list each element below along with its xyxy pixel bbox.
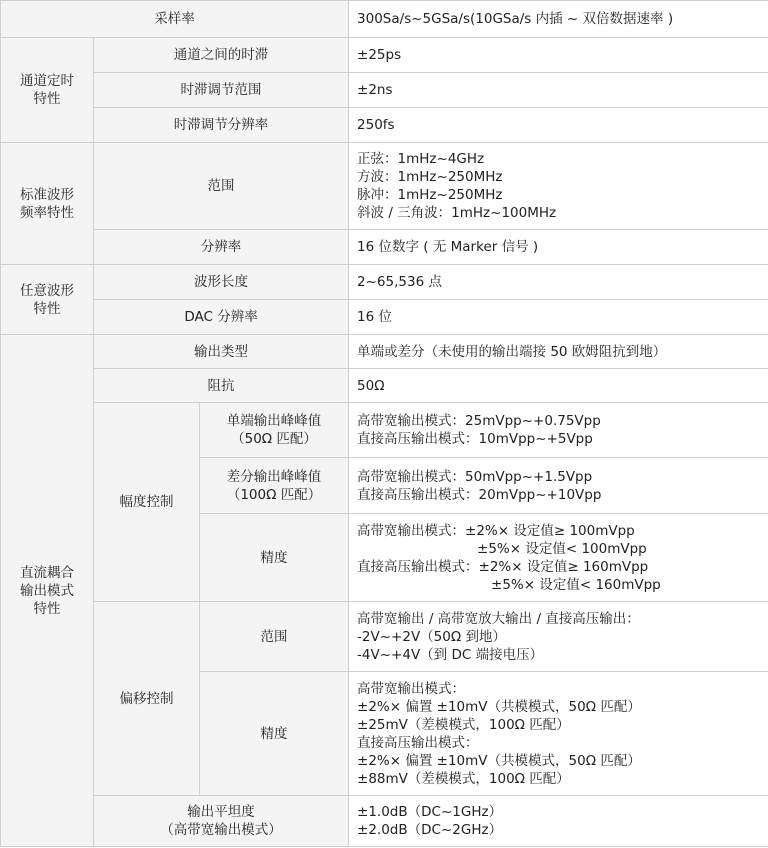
skew-range-label: 时滞调节范围 [94, 73, 349, 108]
arb-category-line-1: 任意波形 [20, 282, 74, 299]
offset-range-value [349, 602, 768, 672]
flatness-label-line-1: 输出平坦度 [187, 804, 255, 820]
std-category-line-2: 频率特性 [20, 204, 74, 221]
single-pp-value [349, 403, 768, 458]
skew-resolution-value: 250fs [349, 108, 768, 143]
diff-pp-direct-hv: 直接高压输出模式：20mVpp~+10Vpp [357, 486, 602, 503]
offset-acc-line-5: ±2%× 偏置 ±10mV（共模模式，50Ω 匹配） [357, 752, 641, 769]
std-range-ramp: 斜波 / 三角波：1mHz~100MHz [357, 205, 557, 221]
offset-acc-line-1: 高带宽输出模式： [357, 680, 466, 697]
impedance-value: 50Ω [349, 369, 768, 403]
amp-acc-line-2: ±5%× 设定值< 100mVpp [477, 540, 647, 557]
output-type-label: 输出类型 [94, 335, 349, 369]
amplitude-control-label: 幅度控制 [94, 403, 200, 602]
skew-resolution-label: 时滞调节分辨率 [94, 108, 349, 143]
flatness-label-line-2: （高带宽输出模式） [160, 822, 282, 838]
timing-category-line-2: 特性 [33, 91, 61, 107]
sample-rate-value: 300Sa/s~5GSa/s(10GSa/s 内插 ~ 双倍数据速率 ) [349, 1, 768, 38]
flatness-label [94, 796, 349, 847]
offset-range-line-3: -4V~+4V（到 DC 端接电压） [357, 646, 544, 663]
offset-range-label: 范围 [200, 602, 349, 672]
row-skew-resolution [1, 108, 768, 143]
arb-dac-value: 16 位 [349, 300, 768, 335]
arb-category-line-2: 特性 [33, 300, 61, 317]
row-sample-rate [1, 1, 768, 38]
timing-category-line-1: 通道定时 [20, 73, 74, 89]
std-range-value [349, 143, 768, 230]
arb-length-label: 波形长度 [94, 265, 349, 300]
std-range-label: 范围 [94, 143, 349, 230]
flatness-value [349, 796, 768, 847]
row-flatness [1, 796, 768, 847]
diff-pp-value [349, 458, 768, 514]
row-skew-range [1, 73, 768, 108]
std-range-sine: 正弦：1mHz~4GHz [357, 151, 485, 167]
single-pp-label-line-1: 单端输出峰峰值 [226, 413, 322, 429]
amp-acc-line-3: 直接高压输出模式：±2%× 设定值≥ 160mVpp [357, 558, 649, 575]
single-pp-label [200, 403, 349, 458]
row-std-range [1, 143, 768, 230]
row-arb-length [1, 265, 768, 300]
arb-waveform-category [1, 265, 94, 335]
offset-range-line-2: -2V~+2V（50Ω 到地） [357, 628, 506, 645]
diff-pp-high-bw: 高带宽输出模式：50mVpp~+1.5Vpp [357, 468, 593, 485]
row-offset-range [1, 602, 768, 672]
single-pp-direct-hv: 直接高压输出模式：10mVpp~+5Vpp [357, 431, 593, 447]
row-impedance [1, 369, 768, 403]
single-pp-high-bw: 高带宽输出模式：25mVpp~+0.75Vpp [357, 413, 601, 429]
std-waveform-category [1, 143, 94, 265]
row-output-type [1, 335, 768, 369]
offset-acc-line-4: 直接高压输出模式： [357, 734, 479, 751]
row-arb-dac [1, 300, 768, 335]
skew-value: ±25ps [349, 38, 768, 73]
dc-category-line-1: 直流耦合 [20, 564, 74, 581]
arb-length-value: 2~65,536 点 [349, 265, 768, 300]
diff-pp-label-line-1: 差分输出峰峰值 [226, 468, 322, 485]
amplitude-accuracy-label: 精度 [200, 514, 349, 602]
skew-label: 通道之间的时滞 [94, 38, 349, 73]
output-type-value: 单端或差分（未使用的输出端接 50 欧姆阻抗到地） [349, 335, 768, 369]
offset-accuracy-label: 精度 [200, 672, 349, 796]
skew-range-value: ±2ns [349, 73, 768, 108]
std-category-line-1: 标准波形 [20, 186, 74, 203]
std-range-pulse: 脉冲：1mHz~250MHz [357, 187, 503, 203]
flatness-line-2: ±2.0dB（DC~2GHz） [357, 822, 503, 838]
offset-range-line-1: 高带宽输出 / 高带宽放大输出 / 直接高压输出： [357, 610, 640, 627]
offset-accuracy-value [349, 672, 768, 796]
row-std-resolution [1, 230, 768, 265]
amp-acc-line-4: ±5%× 设定值< 160mVpp [491, 576, 661, 593]
std-resolution-value: 16 位数字 ( 无 Marker 信号 ) [349, 230, 768, 265]
single-pp-label-line-2: （50Ω 匹配） [231, 431, 317, 447]
diff-pp-label-line-2: （100Ω 匹配） [226, 486, 322, 503]
arb-dac-label: DAC 分辨率 [94, 300, 349, 335]
dc-output-category [1, 335, 94, 847]
flatness-line-1: ±1.0dB（DC~1GHz） [357, 804, 503, 820]
impedance-label: 阻抗 [94, 369, 349, 403]
std-resolution-label: 分辨率 [94, 230, 349, 265]
dc-category-line-2: 输出模式 [20, 582, 74, 599]
amp-acc-line-1: 高带宽输出模式：±2%× 设定值≥ 100mVpp [357, 522, 635, 539]
offset-control-label: 偏移控制 [94, 602, 200, 796]
offset-acc-line-3: ±25mV（差模模式，100Ω 匹配） [357, 716, 570, 733]
row-skew [1, 38, 768, 73]
amplitude-accuracy-value [349, 514, 768, 602]
sample-rate-label: 采样率 [1, 1, 349, 38]
offset-acc-line-6: ±88mV（差模模式，100Ω 匹配） [357, 770, 570, 787]
dc-category-line-3: 特性 [33, 600, 61, 617]
diff-pp-label [200, 458, 349, 514]
timing-category [1, 38, 94, 143]
row-single-pp [1, 403, 768, 458]
std-range-square: 方波：1mHz~250MHz [357, 169, 503, 185]
offset-acc-line-2: ±2%× 偏置 ±10mV（共模模式，50Ω 匹配） [357, 698, 641, 715]
